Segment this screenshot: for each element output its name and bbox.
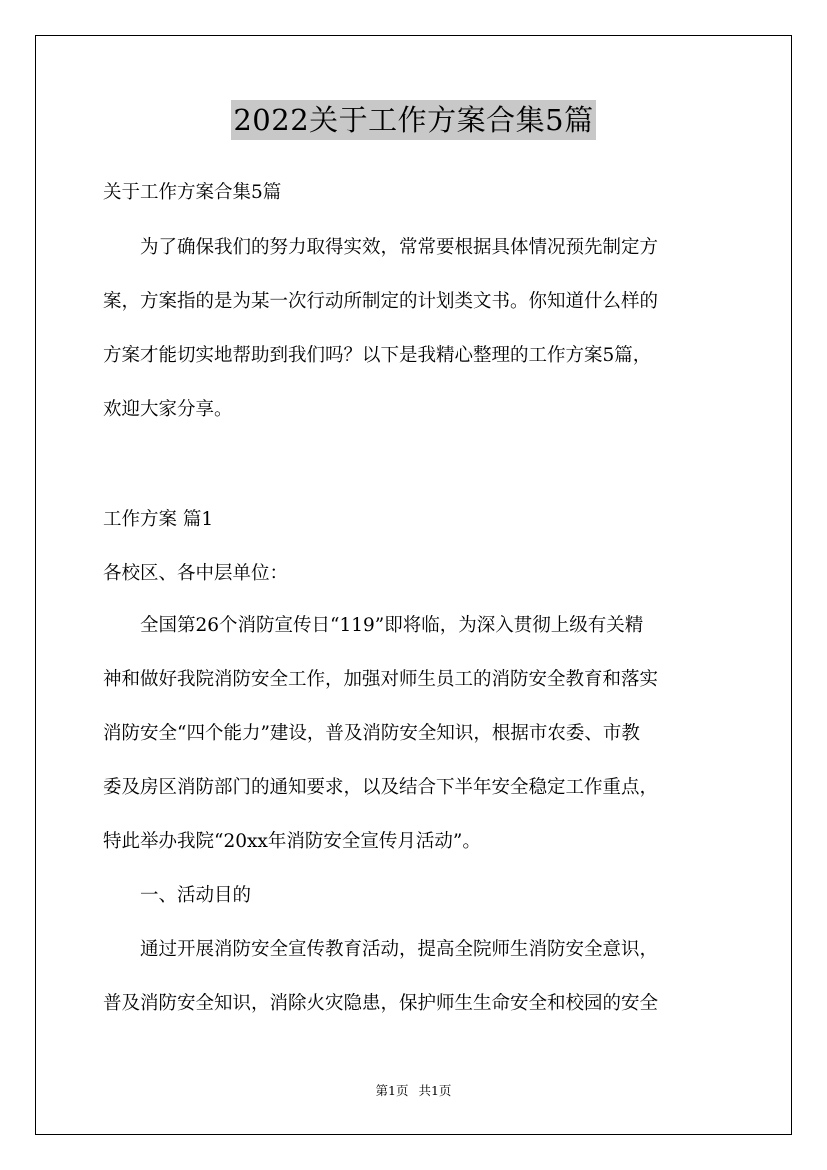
document-title: 2022关于工作方案合集5篇: [231, 100, 595, 140]
purpose-line: 通过开展消防安全宣传教育活动，提高全院师生消防安全意识，: [103, 939, 659, 960]
body-line: 神和做好我院消防安全工作，加强对师生员工的消防安全教育和落实: [103, 669, 659, 690]
section-heading: 工作方案 篇1: [103, 509, 214, 530]
intro-line: 为了确保我们的努力取得实效，常常要根据具体情况预先制定方: [103, 237, 659, 258]
title-container: [0, 100, 827, 140]
purpose-line: 普及消防安全知识，消除火灾隐患，保护师生生命安全和校园的安全: [103, 993, 659, 1014]
page-number-current: 第1页: [375, 1083, 409, 1098]
intro-line: 欢迎大家分享。: [103, 399, 233, 420]
intro-line: 案，方案指的是为某一次行动所制定的计划类文书。你知道什么样的: [103, 291, 659, 312]
body-line: 全国第26个消防宣传日“119”即将临，为深入贯彻上级有关精: [103, 615, 644, 636]
page-footer: [0, 1082, 827, 1100]
addressee: 各校区、各中层单位：: [103, 563, 289, 584]
intro-paragraph: [103, 221, 725, 437]
purpose-paragraph: [103, 923, 725, 1031]
subheading-purpose: 一、活动目的: [103, 885, 252, 906]
intro-line: 方案才能切实地帮助到我们吗？以下是我精心整理的工作方案5篇，: [103, 345, 652, 366]
document-subtitle: 关于工作方案合集5篇: [103, 182, 282, 203]
body-paragraph: [103, 599, 725, 869]
body-line: 委及房区消防部门的通知要求，以及结合下半年安全稳定工作重点，: [103, 777, 659, 798]
body-line: 消防安全“四个能力”建设，普及消防安全知识，根据市农委、市教: [103, 723, 640, 744]
body-line: 特此举办我院“20xx年消防安全宣传月活动”。: [103, 831, 481, 852]
page-number-total: 共1页: [418, 1083, 452, 1098]
